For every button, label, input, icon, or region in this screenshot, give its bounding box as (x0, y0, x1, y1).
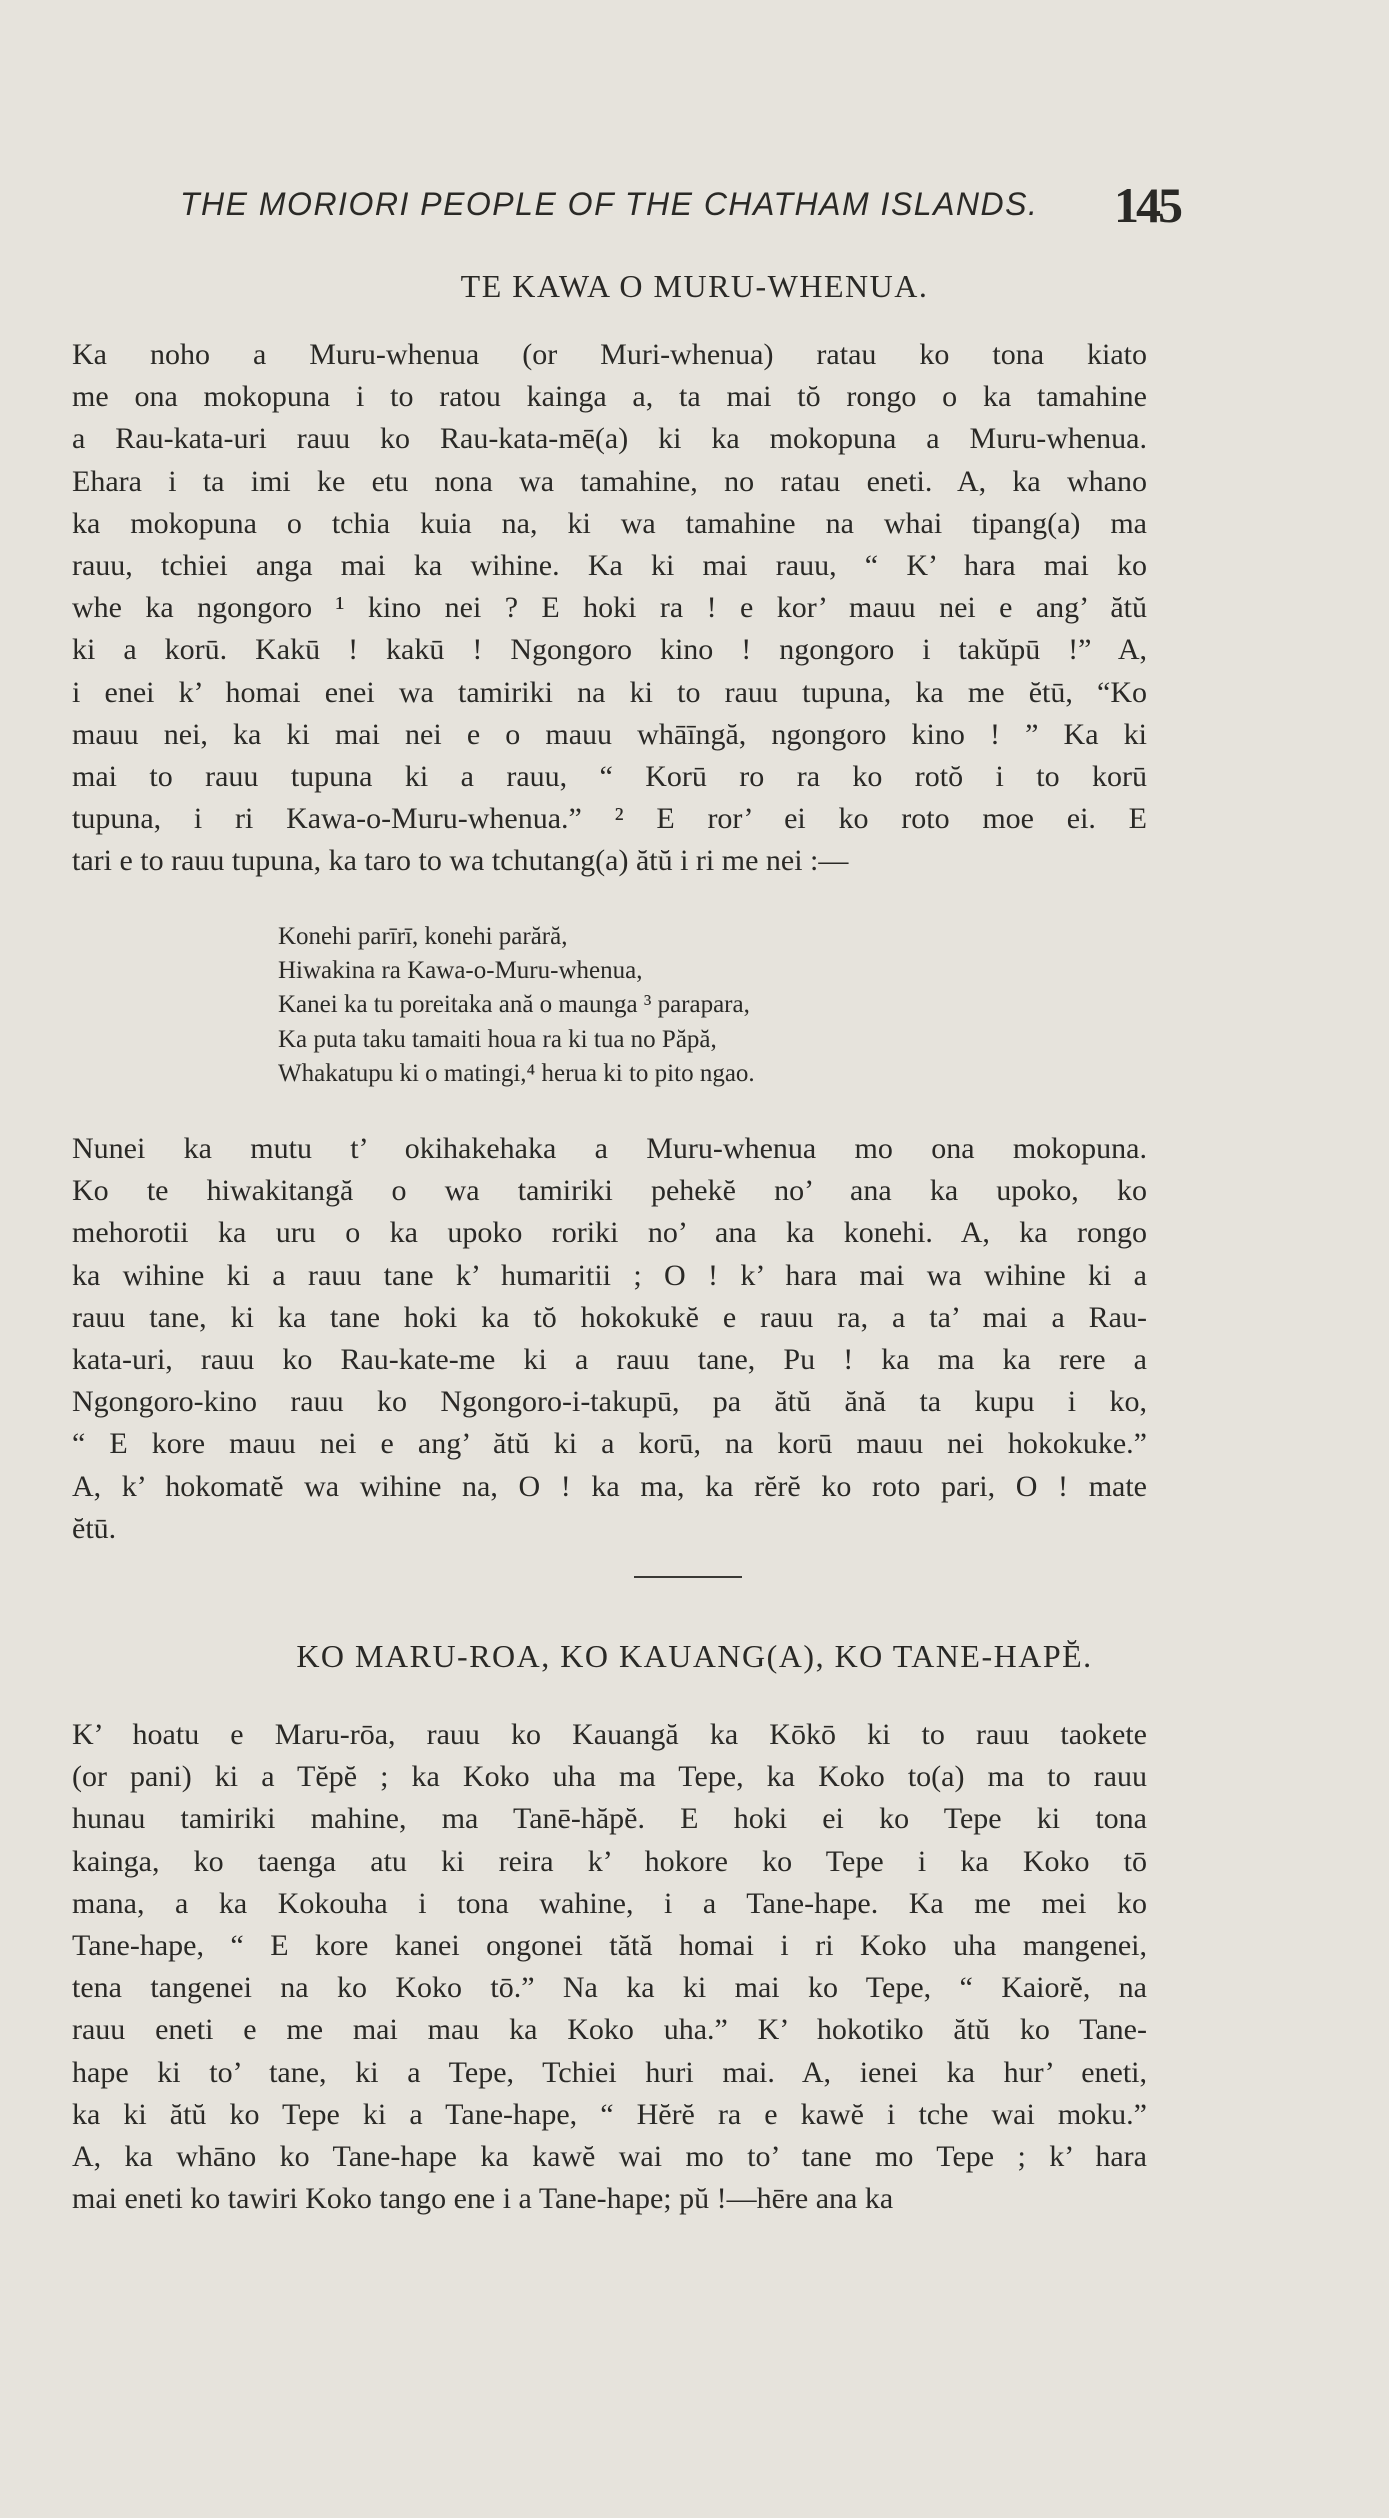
text-line: Ngongoro-kino rauu ko Ngongoro-i-takupū, pa ătŭ ănă ta kupu i ko, (72, 1385, 1147, 1419)
text-line: Hiwakina ra Kawa-o-Muru-whenua, (278, 957, 643, 985)
text-line: mana, a ka Kokouha i tona wahine, i a Tane-hape. Ka me mei ko (72, 1886, 1147, 1920)
text-line: K’ hoatu e Maru-rōa, rauu ko Kauangă ka Kōkō ki to rauu taokete (72, 1718, 1147, 1751)
section-title-te-kawa: TE KAWA O MURU-WHENUA. (460, 268, 929, 304)
text-line: tupuna, i ri Kawa-o-Muru-whenua.” ² E ror’ ei ko roto moe ei. E (72, 802, 1147, 836)
text-line: ki a korū. Kakū ! kakū ! Ngongoro kino ! ngongoro i takŭpū !” A, (72, 633, 1147, 667)
text-line: me ona mokopuna i to ratou kainga a, ta mai tŏ rongo o ka tamahine (72, 380, 1147, 414)
text-line: Ehara i ta imi ke etu nona wa tamahine, no ratau eneti. A, ka whano (72, 464, 1147, 498)
text-line: ka ki ătŭ ko Tepe ki a Tane-hape, “ Hĕrĕ ra e kawĕ i tche wai moku.” (72, 2097, 1147, 2131)
text-line: hunau tamiriki mahine, ma Tanē-hăpĕ. E hoki ei ko Tepe ki tona (72, 1802, 1147, 1836)
text-line: rauu, tchiei anga mai ka wihine. Ka ki mai rauu, “ K’ hara mai ko (72, 548, 1147, 582)
paragraph-1 (72, 334, 1147, 882)
text-line: mehorotii ka uru o ka upoko roriki no’ ana ka konehi. A, ka rongo (72, 1216, 1147, 1250)
text-line: ka mokopuna o tchia kuia na, ki wa tamahine na whai tipang(a) ma (72, 506, 1147, 540)
text-line: Konehi parīrī, konehi parără, (278, 923, 568, 950)
text-line: mai eneti ko tawiri Koko tango ene i a Tane-hape; pŭ !—hēre ana ka (72, 2182, 894, 2216)
paragraph-3 (72, 1714, 1147, 2220)
text-line: whe ka ngongoro ¹ kino nei ? E hoki ra ! e kor’ mauu nei e ang’ ătŭ (72, 591, 1147, 625)
text-line: hape ki to’ tane, ki a Tepe, Tchiei huri mai. A, ienei ka hur’ eneti, (72, 2055, 1147, 2089)
section-divider (634, 1576, 742, 1578)
text-line: Nunei ka mutu t’ okihakehaka a Muru-whenua mo ona mokopuna. (72, 1132, 1147, 1165)
page-number: 145 (1114, 177, 1180, 233)
text-line: (or pani) ki a Tĕpĕ ; ka Koko uha ma Tepe, ka Koko to(a) ma to rauu (72, 1760, 1147, 1794)
running-head (180, 177, 1180, 240)
section-title-ko-maru-roa: KO MARU-ROA, KO KAUANG(A), KO TANE-HAPĔ. (296, 1638, 1093, 1674)
text-line: i enei k’ homai enei wa tamiriki na ki to rauu tupuna, ka me ĕtū, “Ko (72, 675, 1147, 709)
text-line: mai to rauu tupuna ki a rauu, “ Korū ro ra ko rotŏ i to korū (72, 759, 1147, 793)
text-line: a Rau-kata-uri rauu ko Rau-kata-mē(a) ki ka mokopuna a Muru-whenua. (72, 422, 1147, 456)
text-line: Ka noho a Muru-whenua (or Muri-whenua) ratau ko tona kiato (72, 338, 1147, 371)
text-line: ĕtū. (72, 1511, 117, 1545)
text-line: A, ka whāno ko Tane-hape ka kawĕ wai mo to’ tane mo Tepe ; k’ hara (72, 2139, 1147, 2173)
text-line: mauu nei, ka ki mai nei e o mauu whāīngă, ngongoro kino ! ” Ka ki (72, 717, 1147, 751)
text-line: Tane-hape, “ E kore kanei ongonei tătă homai i ri Koko uha mangenei, (72, 1928, 1147, 1962)
text-line: kata-uri, rauu ko Rau-kate-me ki a rauu tane, Pu ! ka ma ka rere a (72, 1342, 1147, 1376)
text-line: Ka puta taku tamaiti houa ra ki tua no Păpă, (278, 1025, 717, 1053)
chant-verse (278, 920, 1078, 1091)
text-line: Whakatupu ki o matingi,⁴ herua ki to pito ngao. (278, 1059, 755, 1087)
text-line: A, k’ hokomatĕ wa wihine na, O ! ka ma, ka rĕrĕ ko roto pari, O ! mate (72, 1469, 1147, 1503)
text-line: kainga, ko taenga atu ki reira k’ hokore ko Tepe i ka Koko tō (72, 1844, 1147, 1878)
text-line: “ E kore mauu nei e ang’ ătŭ ki a korū, na korū mauu nei hokokuke.” (72, 1427, 1147, 1461)
text-line: tari e to rauu tupuna, ka taro to wa tchutang(a) ătŭ i ri me nei :— (72, 844, 849, 878)
text-line: ka wihine ki a rauu tane k’ humaritii ; O ! k’ hara mai wa wihine ki a (72, 1258, 1147, 1292)
text-line: tena tangenei na ko Koko tō.” Na ka ki mai ko Tepe, “ Kaiorĕ, na (72, 1971, 1147, 2005)
text-line: Kanei ka tu poreitaka ană o maunga ³ parapara, (278, 991, 750, 1019)
text-line: Ko te hiwakitangă o wa tamiriki pehekĕ no’ ana ka upoko, ko (72, 1174, 1147, 1208)
running-title: THE MORIORI PEOPLE OF THE CHATHAM ISLANDS. (180, 186, 1039, 222)
text-line: rauu eneti e me mai mau ka Koko uha.” K’ hokotiko ătŭ ko Tane- (72, 2013, 1147, 2047)
paragraph-2 (72, 1128, 1147, 1550)
text-line: rauu tane, ki ka tane hoki ka tŏ hokokukĕ e rauu ra, a ta’ mai a Rau- (72, 1300, 1147, 1334)
